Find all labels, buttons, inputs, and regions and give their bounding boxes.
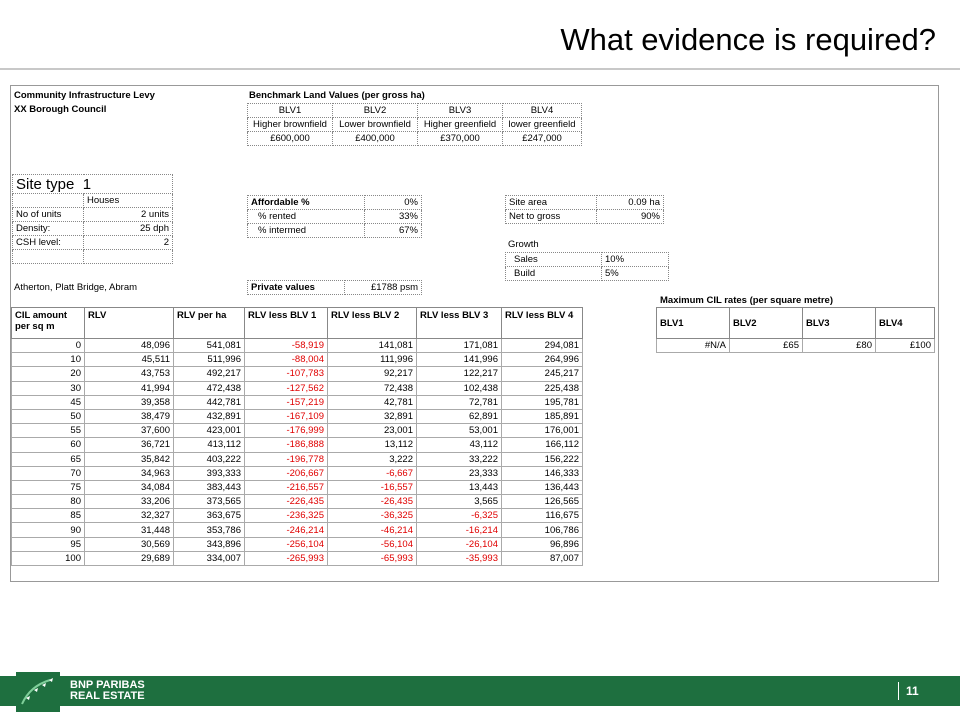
table-cell: 393,333 (174, 466, 245, 480)
table-cell: 35,842 (85, 452, 174, 466)
table-cell: 171,081 (417, 339, 502, 353)
growth-label: Growth (508, 239, 539, 250)
growth-table (505, 252, 669, 281)
table-cell: 29,689 (85, 551, 174, 565)
table-cell: 92,217 (328, 367, 417, 381)
table-cell: -265,993 (245, 551, 328, 565)
table-row (12, 353, 583, 367)
table-cell: 95 (12, 537, 85, 551)
site-value: 2 units (84, 208, 173, 222)
table-cell: 85 (12, 509, 85, 523)
affordable-value: 0% (365, 196, 422, 210)
site-area-label: Site area (506, 196, 597, 210)
table-cell: 511,996 (174, 353, 245, 367)
affordable-label: % intermed (248, 224, 365, 238)
table-cell: 472,438 (174, 381, 245, 395)
blv-value: £400,000 (333, 132, 418, 146)
table-cell: 3,565 (417, 495, 502, 509)
table-cell: -26,104 (417, 537, 502, 551)
table-cell: 20 (12, 367, 85, 381)
bnp-logo-icon (16, 672, 60, 712)
table-cell: 403,222 (174, 452, 245, 466)
table-cell: -216,557 (245, 480, 328, 494)
blv-table (247, 103, 582, 146)
table-row (12, 523, 583, 537)
blv-title: Benchmark Land Values (per gross ha) (249, 90, 425, 101)
table-cell: -6,667 (328, 466, 417, 480)
table-cell: 34,963 (85, 466, 174, 480)
table-cell: 75 (12, 480, 85, 494)
table-cell: 264,996 (502, 353, 583, 367)
growth-item-label: Build (506, 267, 602, 281)
table-row (12, 480, 583, 494)
table-cell: 45 (12, 395, 85, 409)
blv-desc: Higher greenfield (418, 118, 503, 132)
table-cell: 126,565 (502, 495, 583, 509)
table-cell: -65,993 (328, 551, 417, 565)
table-cell: 294,081 (502, 339, 583, 353)
table-cell: -167,109 (245, 409, 328, 423)
table-cell: 185,891 (502, 409, 583, 423)
table-cell: 141,996 (417, 353, 502, 367)
table-cell: 225,438 (502, 381, 583, 395)
spreadsheet (10, 85, 939, 582)
table-cell: 30,569 (85, 537, 174, 551)
brand-name: BNP PARIBAS REAL ESTATE (70, 679, 145, 702)
title-divider (0, 68, 960, 70)
table-cell: -236,325 (245, 509, 328, 523)
table-cell: 383,443 (174, 480, 245, 494)
table-cell: 72,438 (328, 381, 417, 395)
table-cell: -186,888 (245, 438, 328, 452)
table-cell: 41,994 (85, 381, 174, 395)
table-cell: -56,104 (328, 537, 417, 551)
table-row (12, 537, 583, 551)
affordable-label: % rented (248, 210, 365, 224)
table-cell: 432,891 (174, 409, 245, 423)
table-cell: -157,219 (245, 395, 328, 409)
table-row (12, 367, 583, 381)
blv-code: BLV2 (333, 104, 418, 118)
table-row (12, 495, 583, 509)
table-row (12, 509, 583, 523)
col-header: CIL amount per sq m (12, 308, 85, 339)
site-value: 25 dph (84, 222, 173, 236)
growth-item-label: Sales (506, 253, 602, 267)
table-cell: 43,753 (85, 367, 174, 381)
council-header: XX Borough Council (14, 104, 107, 115)
table-row (12, 438, 583, 452)
table-cell: -16,214 (417, 523, 502, 537)
table-cell: -176,999 (245, 424, 328, 438)
table-cell: 13,443 (417, 480, 502, 494)
cil-header: Community Infrastructure Levy (14, 90, 155, 101)
table-cell: 37,600 (85, 424, 174, 438)
affordable-label: Affordable % (248, 196, 365, 210)
table-cell: 33,222 (417, 452, 502, 466)
table-cell: 176,001 (502, 424, 583, 438)
table-cell: 30 (12, 381, 85, 395)
table-cell: 42,781 (328, 395, 417, 409)
table-cell: 65 (12, 452, 85, 466)
table-cell: 32,891 (328, 409, 417, 423)
site-kind: Houses (84, 194, 173, 208)
affordable-value: 67% (365, 224, 422, 238)
table-cell: 33,206 (85, 495, 174, 509)
table-cell: 156,222 (502, 452, 583, 466)
table-cell: 43,112 (417, 438, 502, 452)
blv-desc: Lower brownfield (333, 118, 418, 132)
blv-desc: Higher brownfield (248, 118, 333, 132)
site-type-heading: Site type 1 (13, 175, 173, 194)
table-cell: -226,435 (245, 495, 328, 509)
col-header: RLV per ha (174, 308, 245, 339)
table-cell: 36,721 (85, 438, 174, 452)
table-cell: 492,217 (174, 367, 245, 381)
table-cell: 353,786 (174, 523, 245, 537)
table-cell: -256,104 (245, 537, 328, 551)
table-cell: 102,438 (417, 381, 502, 395)
max-cil-value: #N/A (657, 339, 730, 353)
table-cell: -127,562 (245, 381, 328, 395)
table-cell: 53,001 (417, 424, 502, 438)
col-header: RLV less BLV 3 (417, 308, 502, 339)
table-cell: 334,007 (174, 551, 245, 565)
table-cell: 136,443 (502, 480, 583, 494)
table-row (12, 551, 583, 565)
max-cil-table (656, 307, 935, 353)
table-cell: 72,781 (417, 395, 502, 409)
blv-code: BLV4 (503, 104, 582, 118)
table-row (12, 381, 583, 395)
site-label: Density: (13, 222, 84, 236)
col-header: RLV less BLV 2 (328, 308, 417, 339)
site-type-table (12, 174, 173, 264)
table-cell: -196,778 (245, 452, 328, 466)
table-cell: 34,084 (85, 480, 174, 494)
table-cell: 87,007 (502, 551, 583, 565)
max-cil-title: Maximum CIL rates (per square metre) (660, 295, 833, 306)
table-cell: -246,214 (245, 523, 328, 537)
blv-value: £247,000 (503, 132, 582, 146)
table-cell: 62,891 (417, 409, 502, 423)
table-cell: 0 (12, 339, 85, 353)
table-cell: 80 (12, 495, 85, 509)
table-cell: -6,325 (417, 509, 502, 523)
table-cell: 541,081 (174, 339, 245, 353)
table-cell: 32,327 (85, 509, 174, 523)
site-label: CSH level: (13, 236, 84, 250)
private-label: Private values (248, 281, 345, 295)
blv-desc: lower greenfield (503, 118, 582, 132)
net-gross-value: 90% (597, 210, 664, 224)
table-cell: 106,786 (502, 523, 583, 537)
table-cell: 141,081 (328, 339, 417, 353)
table-cell: -46,214 (328, 523, 417, 537)
footer-separator (898, 682, 899, 700)
table-cell: 166,112 (502, 438, 583, 452)
table-cell: 122,217 (417, 367, 502, 381)
table-row (12, 409, 583, 423)
blv-code: BLV3 (418, 104, 503, 118)
table-row (12, 466, 583, 480)
max-cil-value: £100 (876, 339, 935, 353)
max-cil-header: BLV2 (730, 308, 803, 339)
table-cell: 31,448 (85, 523, 174, 537)
slide-title: What evidence is required? (560, 22, 936, 57)
cil-results-table (11, 307, 583, 566)
blv-value: £600,000 (248, 132, 333, 146)
table-cell: 90 (12, 523, 85, 537)
col-header: RLV (85, 308, 174, 339)
table-cell: 96,896 (502, 537, 583, 551)
table-cell: 195,781 (502, 395, 583, 409)
affordable-value: 33% (365, 210, 422, 224)
table-row (12, 395, 583, 409)
table-cell: 245,217 (502, 367, 583, 381)
growth-item-value: 5% (602, 267, 669, 281)
table-cell: 60 (12, 438, 85, 452)
table-cell: 442,781 (174, 395, 245, 409)
table-cell: 413,112 (174, 438, 245, 452)
site-area-table (505, 195, 664, 224)
table-cell: 373,565 (174, 495, 245, 509)
table-cell: 39,358 (85, 395, 174, 409)
max-cil-header: BLV4 (876, 308, 935, 339)
affordable-table (247, 195, 422, 238)
private-value: £1788 psm (345, 281, 422, 295)
table-cell: 38,479 (85, 409, 174, 423)
table-cell: 23,001 (328, 424, 417, 438)
table-cell: 70 (12, 466, 85, 480)
table-row (12, 452, 583, 466)
max-cil-value: £80 (803, 339, 876, 353)
table-cell: 50 (12, 409, 85, 423)
table-cell: 55 (12, 424, 85, 438)
growth-item-value: 10% (602, 253, 669, 267)
page-number: 11 (906, 684, 919, 698)
table-cell: -58,919 (245, 339, 328, 353)
max-cil-header: BLV1 (657, 308, 730, 339)
table-cell: 3,222 (328, 452, 417, 466)
table-cell: -88,004 (245, 353, 328, 367)
table-cell: -107,783 (245, 367, 328, 381)
max-cil-header: BLV3 (803, 308, 876, 339)
table-cell: 363,675 (174, 509, 245, 523)
table-cell: 146,333 (502, 466, 583, 480)
table-cell: 423,001 (174, 424, 245, 438)
location-label: Atherton, Platt Bridge, Abram (14, 282, 138, 293)
table-cell: 111,996 (328, 353, 417, 367)
site-area-value: 0.09 ha (597, 196, 664, 210)
max-cil-value: £65 (730, 339, 803, 353)
table-cell: -26,435 (328, 495, 417, 509)
table-cell: 100 (12, 551, 85, 565)
table-cell: 45,511 (85, 353, 174, 367)
blv-code: BLV1 (248, 104, 333, 118)
private-values-table (247, 280, 422, 295)
table-cell: -206,667 (245, 466, 328, 480)
table-row (12, 424, 583, 438)
site-value: 2 (84, 236, 173, 250)
blv-value: £370,000 (418, 132, 503, 146)
site-label: No of units (13, 208, 84, 222)
col-header: RLV less BLV 1 (245, 308, 328, 339)
table-cell: 48,096 (85, 339, 174, 353)
col-header: RLV less BLV 4 (502, 308, 583, 339)
table-cell: 343,896 (174, 537, 245, 551)
table-cell: 10 (12, 353, 85, 367)
table-cell: -36,325 (328, 509, 417, 523)
table-cell: -35,993 (417, 551, 502, 565)
table-cell: -16,557 (328, 480, 417, 494)
table-cell: 116,675 (502, 509, 583, 523)
net-gross-label: Net to gross (506, 210, 597, 224)
table-row (12, 339, 583, 353)
table-cell: 13,112 (328, 438, 417, 452)
table-cell: 23,333 (417, 466, 502, 480)
